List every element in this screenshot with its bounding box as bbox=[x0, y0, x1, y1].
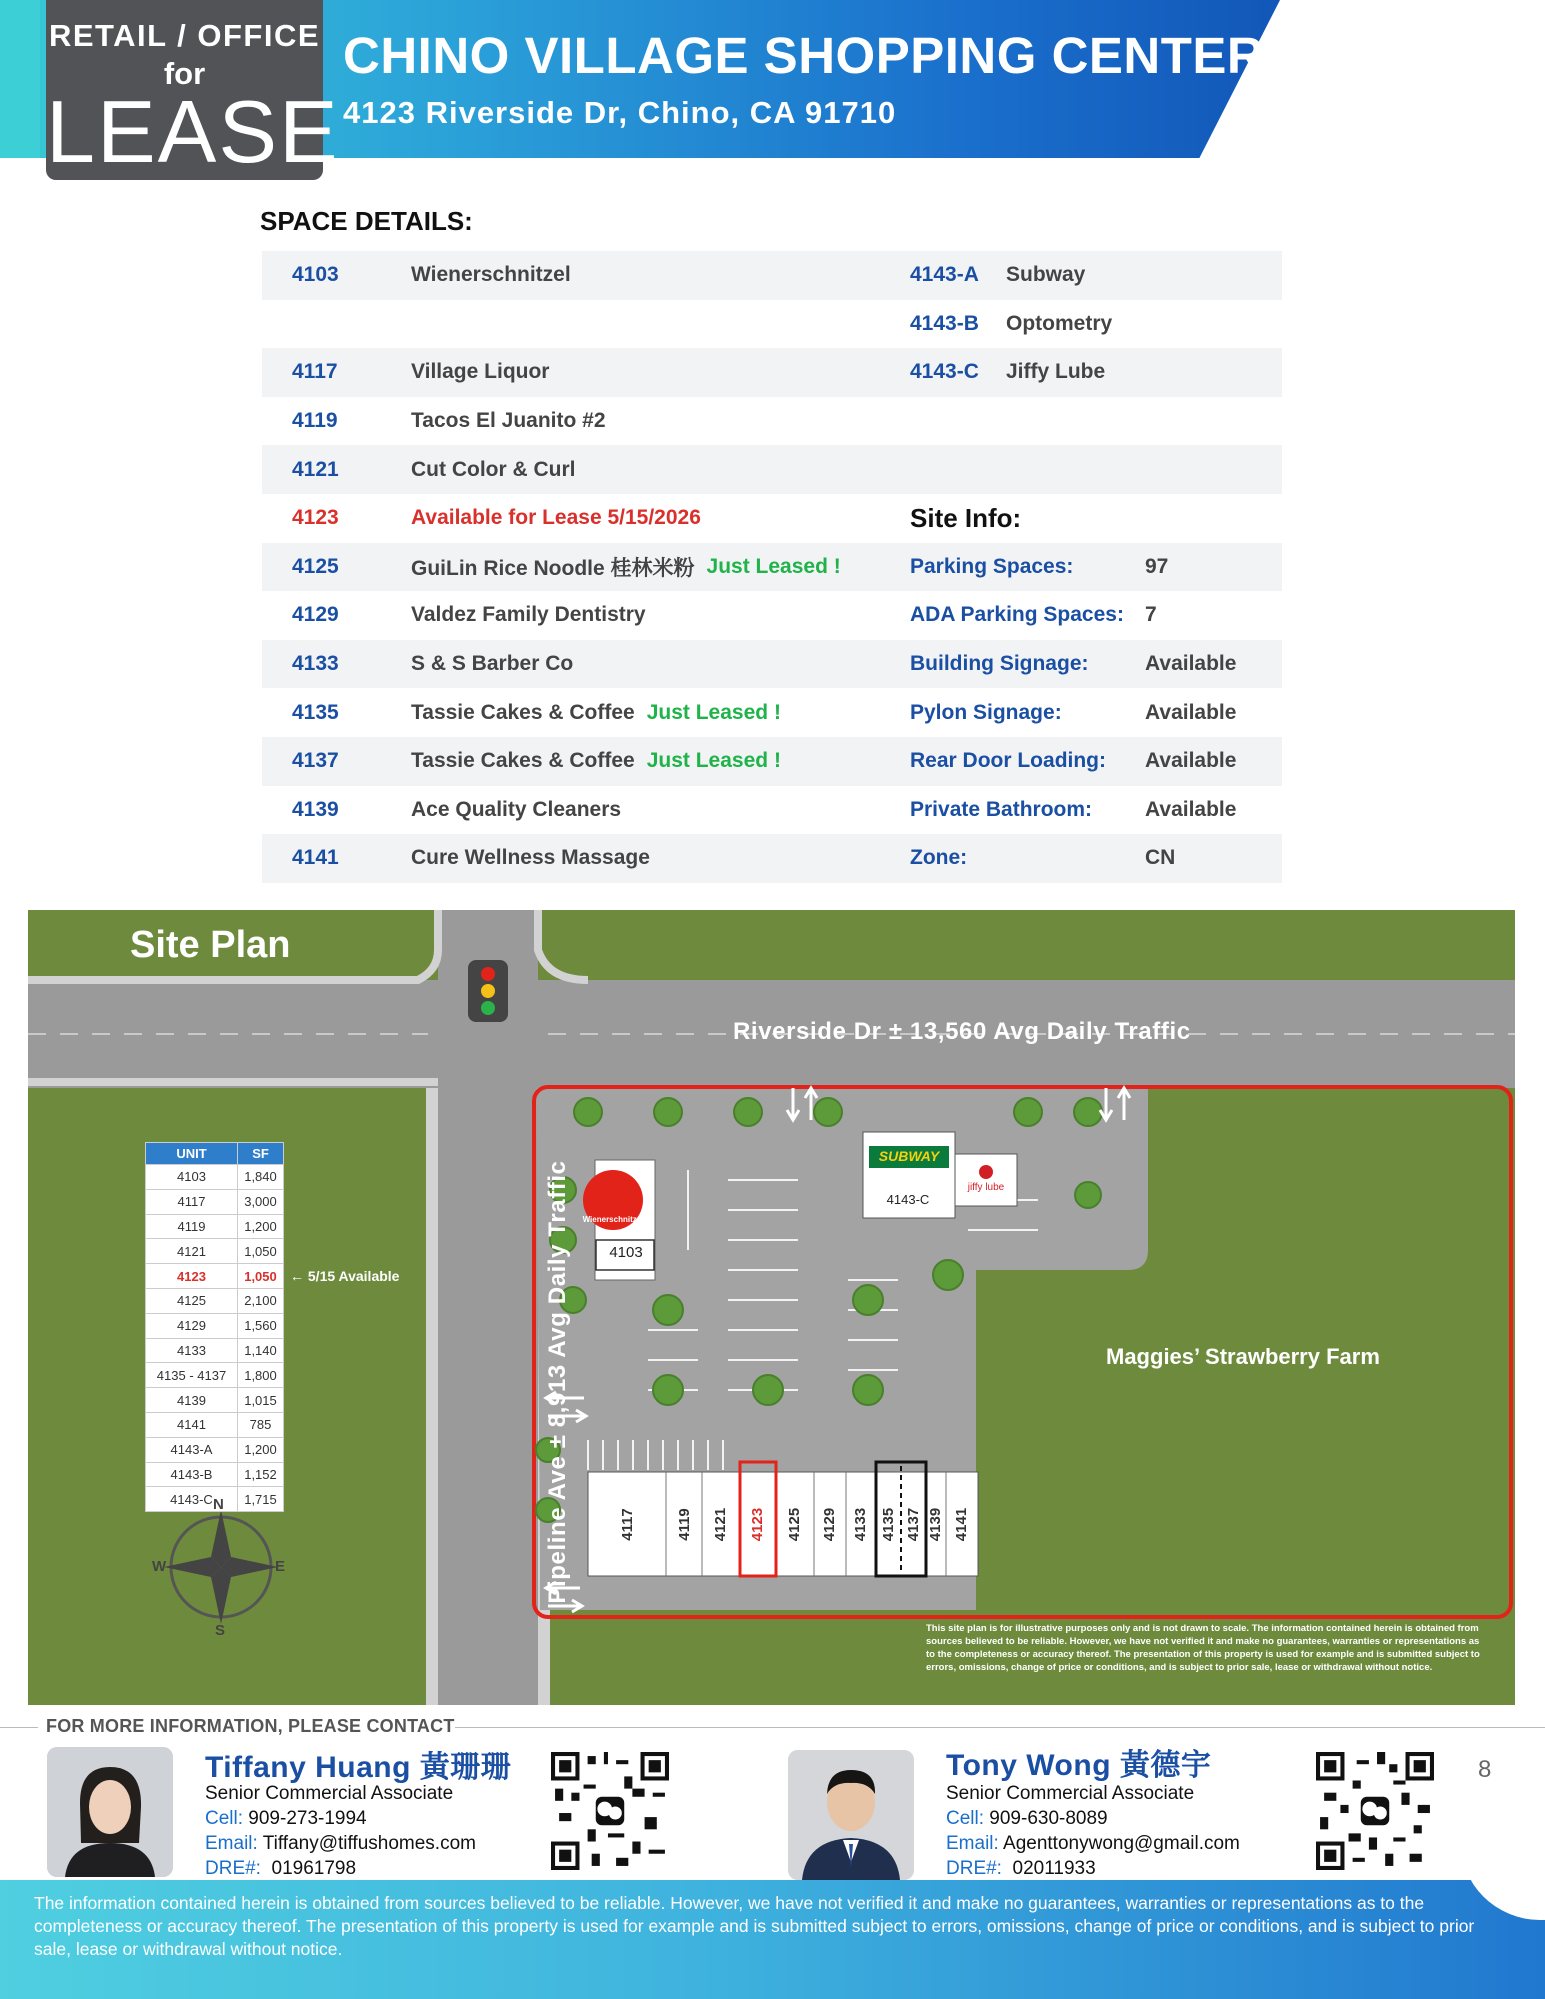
sf-cell: 3,000 bbox=[238, 1189, 284, 1214]
riverside-traffic-label: Riverside Dr ± 13,560 Avg Daily Traffic bbox=[733, 1018, 1191, 1045]
table-row bbox=[262, 640, 1282, 689]
person-photo-icon bbox=[788, 1750, 914, 1880]
building-unit-label: 4117 bbox=[618, 1507, 636, 1541]
unit-cell: 4139 bbox=[146, 1388, 238, 1413]
tenant-name-text: Tassie Cakes & Coffee bbox=[411, 700, 635, 724]
unit-cell: 4143-B bbox=[146, 1462, 238, 1487]
tenant-name: Optometry bbox=[1006, 311, 1113, 335]
table-row bbox=[146, 1338, 284, 1363]
table-row bbox=[262, 445, 1282, 494]
sf-column-header: SF bbox=[238, 1143, 284, 1165]
sf-cell: 785 bbox=[238, 1412, 284, 1437]
badge-line-3: LEASE bbox=[46, 82, 340, 181]
table-row bbox=[262, 397, 1282, 446]
unit-cell: 4143-A bbox=[146, 1437, 238, 1462]
table-row bbox=[146, 1437, 284, 1462]
cell-number[interactable]: 909-273-1994 bbox=[248, 1808, 367, 1829]
unit-cell: 4121 bbox=[146, 1239, 238, 1264]
sf-cell: 1,200 bbox=[238, 1214, 284, 1239]
unit-cell: 4119 bbox=[146, 1214, 238, 1239]
tenant-name: S & S Barber Co bbox=[411, 652, 574, 676]
contact-dre bbox=[946, 1858, 1096, 1880]
contact-title: Senior Commercial Associate bbox=[946, 1783, 1195, 1804]
property-address: 4123 Riverside Dr, Chino, CA 91710 bbox=[343, 95, 897, 130]
unit-sf-body bbox=[146, 1165, 284, 1512]
contact-cell bbox=[946, 1808, 1108, 1830]
tenant-name bbox=[411, 737, 781, 786]
building-unit-label: 4123 bbox=[749, 1507, 767, 1541]
qr-code-icon[interactable] bbox=[551, 1752, 669, 1870]
unit-number: 4133 bbox=[292, 652, 339, 676]
table-row bbox=[262, 300, 1282, 349]
sf-cell: 1,200 bbox=[238, 1437, 284, 1462]
space-details-heading: SPACE DETAILS: bbox=[260, 206, 473, 236]
contact-heading: FOR MORE INFORMATION, PLEASE CONTACT bbox=[46, 1716, 455, 1736]
dre-label: DRE#: bbox=[946, 1858, 1002, 1879]
contact-title: Senior Commercial Associate bbox=[205, 1783, 454, 1804]
unit-number: 4129 bbox=[292, 603, 339, 627]
unit-cell: 4133 bbox=[146, 1338, 238, 1363]
site-info-label: Parking Spaces: bbox=[910, 554, 1074, 578]
tenant-name bbox=[411, 543, 841, 592]
compass-east: E bbox=[275, 1558, 286, 1575]
tenant-name: Valdez Family Dentistry bbox=[411, 603, 646, 627]
site-plan-disclaimer: This site plan is for illustrative purposes only and is not drawn to scale. The information contained herein is obtained from sources believed to be reliable. However, we have not verified it and make no guarantees, warranties or representations as to the completeness or accuracy thereof. The presentation of this property is used for example and is submitted subject to errors, omissions, change of price or conditions, and is subject to prior sale, lease or withdrawal without notice. bbox=[926, 1623, 1480, 1673]
divider bbox=[0, 1727, 38, 1728]
sidewalk bbox=[28, 1078, 438, 1086]
table-row bbox=[262, 494, 1282, 543]
site-info-label: Rear Door Loading: bbox=[910, 749, 1107, 773]
building-unit-labels bbox=[588, 1472, 978, 1576]
unit-number: 4135 bbox=[292, 700, 339, 724]
tenant-name: Jiffy Lube bbox=[1006, 360, 1106, 384]
cell-number[interactable]: 909-630-8089 bbox=[989, 1808, 1108, 1829]
curb bbox=[538, 910, 588, 980]
sidewalk bbox=[426, 1088, 438, 1705]
person-photo-icon bbox=[47, 1747, 173, 1877]
building-unit-label: 4133 bbox=[852, 1507, 870, 1541]
badge-line-1: RETAIL / OFFICE bbox=[48, 18, 321, 53]
pad-unit-label: 4103 bbox=[609, 1244, 643, 1261]
table-row bbox=[262, 591, 1282, 640]
tenant-name: Tacos El Juanito #2 bbox=[411, 409, 606, 433]
qr-code-icon[interactable] bbox=[1316, 1752, 1434, 1870]
site-info-value: Available bbox=[1145, 749, 1237, 773]
sf-cell: 1,560 bbox=[238, 1313, 284, 1338]
table-row bbox=[146, 1165, 284, 1190]
unit-number: 4137 bbox=[292, 749, 339, 773]
sf-cell: 1,715 bbox=[238, 1487, 284, 1512]
table-row bbox=[146, 1412, 284, 1437]
unit-number: 4141 bbox=[292, 846, 339, 870]
dre-number: 01961798 bbox=[271, 1858, 357, 1879]
pad-unit-label: 4143-C bbox=[886, 1192, 930, 1207]
unit-number: 4123 bbox=[292, 506, 339, 530]
compass-rose bbox=[164, 1510, 278, 1624]
site-info-heading: Site Info: bbox=[910, 502, 1022, 533]
unit-number: 4143-A bbox=[910, 263, 979, 287]
contact-email bbox=[946, 1833, 1240, 1855]
site-info-value: 97 bbox=[1145, 554, 1169, 578]
unit-cell: 4141 bbox=[146, 1412, 238, 1437]
just-leased-badge: Just Leased ! bbox=[646, 700, 781, 724]
just-leased-badge: Just Leased ! bbox=[646, 749, 781, 773]
site-info-label: ADA Parking Spaces: bbox=[910, 603, 1124, 627]
sf-cell: 1,050 bbox=[238, 1264, 284, 1289]
wienerschnitzel-logo-text: Wienerschnitzel bbox=[582, 1215, 644, 1224]
tenant-name: Wienerschnitzel bbox=[411, 263, 571, 287]
sf-cell: 1,800 bbox=[238, 1363, 284, 1388]
sf-cell: 1,050 bbox=[238, 1239, 284, 1264]
page-number: 8 bbox=[1478, 1756, 1492, 1783]
adjacent-farm-label: Maggies’ Strawberry Farm bbox=[1106, 1344, 1380, 1369]
building-unit-label: 4129 bbox=[821, 1507, 839, 1541]
pipeline-road bbox=[438, 910, 538, 1705]
unit-number: 4121 bbox=[292, 457, 339, 481]
building-unit-label: 4125 bbox=[786, 1507, 804, 1541]
site-info-value: 7 bbox=[1145, 603, 1157, 627]
tenant-name: Subway bbox=[1006, 263, 1086, 287]
compass-south: S bbox=[215, 1622, 226, 1639]
traffic-light-green bbox=[481, 1001, 495, 1015]
pipeline-traffic-label: Pipeline Ave ± 8,913 Avg Daily Traffic bbox=[544, 1160, 571, 1604]
table-row bbox=[262, 348, 1282, 397]
sf-cell: 1,152 bbox=[238, 1462, 284, 1487]
building-unit-label: 4121 bbox=[712, 1507, 730, 1541]
contact-email bbox=[205, 1833, 476, 1855]
lease-badge bbox=[46, 0, 340, 181]
sf-cell: 1,140 bbox=[238, 1338, 284, 1363]
unit-sf-table bbox=[145, 1142, 284, 1512]
just-leased-badge: Just Leased ! bbox=[706, 554, 841, 578]
building-unit-label: 4135 bbox=[880, 1507, 897, 1541]
available-unit-label: Available for Lease 5/15/2026 bbox=[411, 506, 701, 530]
unit-cell: 4125 bbox=[146, 1288, 238, 1313]
subway-logo-text: SUBWAY bbox=[878, 1148, 940, 1164]
unit-cell: 4117 bbox=[146, 1189, 238, 1214]
tenant-name: Cut Color & Curl bbox=[411, 457, 576, 481]
site-info-value: Available bbox=[1145, 652, 1237, 676]
table-row bbox=[262, 251, 1282, 300]
contact-dre bbox=[205, 1858, 356, 1880]
sf-cell: 1,840 bbox=[238, 1165, 284, 1190]
site-info-label: Building Signage: bbox=[910, 652, 1089, 676]
site-info-label: Zone: bbox=[910, 846, 968, 870]
traffic-light-red bbox=[481, 967, 495, 981]
email-label: Email: bbox=[205, 1833, 258, 1854]
unit-cell: 4143-C bbox=[146, 1487, 238, 1512]
table-row bbox=[262, 786, 1282, 835]
unit-number: 4103 bbox=[292, 263, 339, 287]
footer-disclaimer: The information contained herein is obtained from sources believed to be reliable. However, we have not verified it and make no guarantees, warranties or representations as to the completeness or accuracy thereof. The presentation of this property is used for example and is submitted subject to errors, omissions, change of price or conditions, and is subject to prior sale, lease or withdrawal without notice. bbox=[34, 1893, 1475, 1959]
table-row bbox=[262, 834, 1282, 883]
building-unit-label: 4139 bbox=[927, 1507, 945, 1541]
table-row bbox=[262, 737, 1282, 786]
tenant-name: Village Liquor bbox=[411, 360, 550, 384]
table-row bbox=[146, 1214, 284, 1239]
email-label: Email: bbox=[946, 1833, 999, 1854]
unit-cell: 4103 bbox=[146, 1165, 238, 1190]
building-unit-label: 4141 bbox=[953, 1507, 971, 1541]
tenant-name-text: GuiLin Rice Noodle 桂林米粉 bbox=[411, 556, 695, 580]
dre-number: 02011933 bbox=[1012, 1858, 1096, 1879]
table-row bbox=[146, 1189, 284, 1214]
jiffy-lube-pad bbox=[955, 1154, 1017, 1206]
table-row bbox=[146, 1239, 284, 1264]
jiffy-lube-logo bbox=[979, 1165, 993, 1179]
unit-cell: 4123 bbox=[146, 1264, 238, 1289]
email-address[interactable]: Tiffany@tiffushomes.com bbox=[262, 1833, 476, 1854]
site-plan-title: Site Plan bbox=[130, 924, 291, 966]
dre-label: DRE#: bbox=[205, 1858, 261, 1879]
unit-number: 4139 bbox=[292, 797, 339, 821]
tenant-name: Cure Wellness Massage bbox=[411, 846, 650, 870]
badge-line-2: for bbox=[163, 56, 206, 91]
cell-label: Cell: bbox=[946, 1808, 985, 1829]
availability-note: ← 5/15 Available bbox=[290, 1268, 400, 1284]
site-info-label: Private Bathroom: bbox=[910, 797, 1093, 821]
unit-cell: 4129 bbox=[146, 1313, 238, 1338]
unit-column-header: UNIT bbox=[146, 1143, 238, 1165]
site-plan bbox=[28, 910, 1515, 1705]
table-row bbox=[146, 1388, 284, 1413]
tenant-name bbox=[411, 688, 781, 737]
unit-cell: 4135 - 4137 bbox=[146, 1363, 238, 1388]
sf-cell: 2,100 bbox=[238, 1288, 284, 1313]
table-row bbox=[262, 543, 1282, 592]
table-row bbox=[146, 1264, 284, 1289]
avatar bbox=[788, 1750, 914, 1880]
unit-number: 4117 bbox=[292, 360, 338, 384]
contact-name: Tiffany Huang 黃珊珊 bbox=[205, 1751, 512, 1784]
tenant-name-text: Tassie Cakes & Coffee bbox=[411, 749, 635, 773]
building-unit-label: 4137 bbox=[905, 1507, 922, 1541]
property-title: CHINO VILLAGE SHOPPING CENTER bbox=[343, 27, 1265, 84]
compass-north: N bbox=[213, 1496, 224, 1513]
table-row bbox=[146, 1288, 284, 1313]
divider bbox=[455, 1727, 1545, 1728]
unit-number: 4143-C bbox=[910, 360, 979, 384]
email-address[interactable]: Agenttonywong@gmail.com bbox=[1003, 1833, 1240, 1854]
cell-label: Cell: bbox=[205, 1808, 244, 1829]
unit-number: 4125 bbox=[292, 554, 339, 578]
contact-name: Tony Wong 黃德宇 bbox=[946, 1749, 1212, 1782]
site-info-label: Pylon Signage: bbox=[910, 700, 1062, 724]
jiffy-lube-logo-text: jiffy lube bbox=[967, 1182, 1005, 1193]
compass-west: W bbox=[152, 1558, 167, 1575]
site-info-value: Available bbox=[1145, 797, 1237, 821]
unit-number: 4119 bbox=[292, 409, 338, 433]
site-info-value: Available bbox=[1145, 700, 1237, 724]
table-row bbox=[262, 688, 1282, 737]
building-unit-label: 4119 bbox=[675, 1507, 693, 1541]
table-row bbox=[146, 1363, 284, 1388]
space-details-table bbox=[262, 251, 1282, 883]
sf-cell: 1,015 bbox=[238, 1388, 284, 1413]
site-info-value: CN bbox=[1145, 846, 1176, 870]
tenant-name: Ace Quality Cleaners bbox=[411, 797, 622, 821]
table-row bbox=[146, 1313, 284, 1338]
avatar bbox=[47, 1747, 173, 1877]
unit-number: 4143-B bbox=[910, 311, 979, 335]
contact-cell bbox=[205, 1808, 367, 1830]
traffic-light-yellow bbox=[481, 984, 495, 998]
table-row bbox=[146, 1462, 284, 1487]
